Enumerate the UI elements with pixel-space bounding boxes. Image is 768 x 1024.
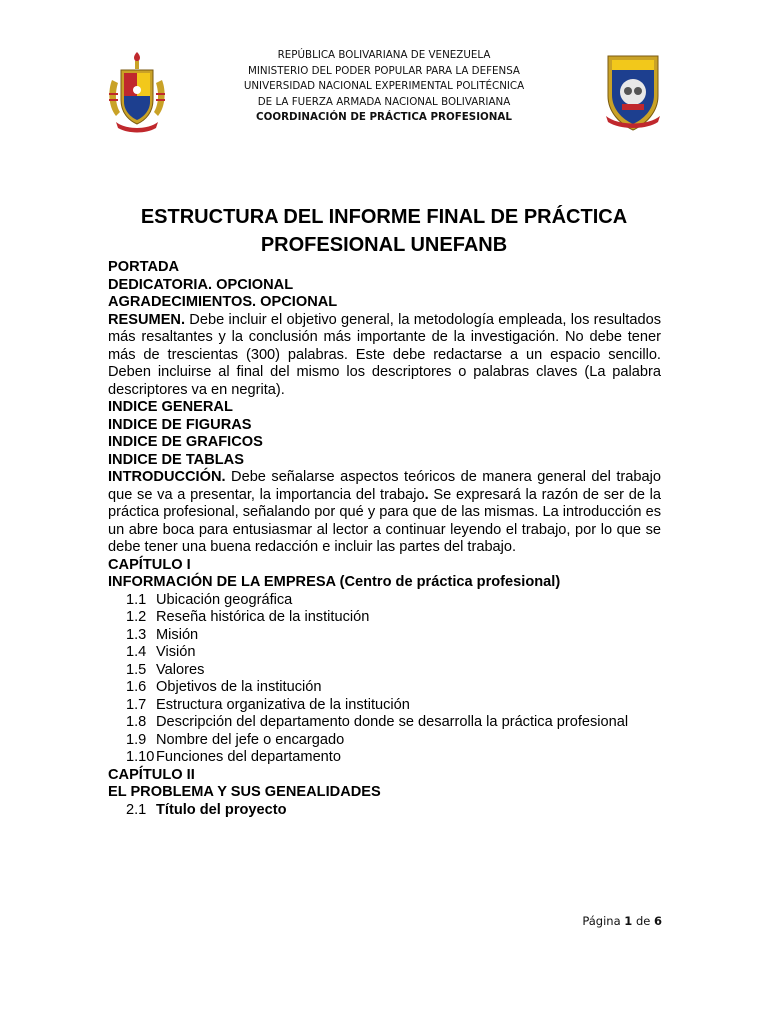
heading-portada: PORTADA: [108, 259, 180, 275]
heading-indice-graficos: INDICE DE GRAFICOS: [108, 434, 263, 450]
heading-capitulo-1-title: [108, 574, 661, 592]
introduccion-text-b: Se expresará la razón de ser de la práctica profesional, señalando por qué y para que de las mismas. La introducción es un abre boca para entusiasmar al lector a continuar leyendo el trabajo, por lo que se debe tener una buena redacción e incluir las partes del trabajo.: [108, 486, 661, 555]
footer-total-pages: 6: [653, 914, 662, 928]
item-text: Ubicación geográfica: [156, 591, 293, 608]
heading-agradecimientos: AGRADECIMIENTOS. OPCIONAL: [108, 294, 338, 310]
heading-capitulo-2: CAPÍTULO II: [108, 766, 195, 783]
list-item: [108, 714, 661, 732]
item-number: 1.10: [126, 749, 155, 765]
header-line-fanb: DE LA FUERZA ARMADA NACIONAL BOLIVARIANA: [257, 95, 511, 108]
item-text: Reseña histórica de la institución: [156, 609, 370, 625]
resumen-lead: RESUMEN.: [108, 311, 186, 328]
item-number: 1.2: [126, 609, 147, 625]
item-text: Título del proyecto: [156, 801, 287, 818]
heading-capitulo-2-title: EL PROBLEMA Y SUS GENEALIDADES: [108, 784, 381, 800]
introduccion-lead: INTRODUCCIÓN.: [108, 469, 226, 485]
list-item: [108, 592, 661, 610]
item-number: 1.7: [126, 696, 147, 713]
item-number: 1.6: [126, 679, 147, 695]
item-number: 1.9: [126, 731, 147, 748]
capitulo-2-list: [108, 802, 661, 820]
introduccion-dot: .: [424, 486, 429, 503]
item-number: 1.5: [126, 661, 147, 678]
header-line-republic: REPÚBLICA BOLIVARIANA DE VENEZUELA: [277, 49, 491, 61]
item-text: Funciones del departamento: [156, 749, 341, 765]
capitulo-1-list: [108, 592, 661, 767]
item-number: 2.1: [126, 801, 147, 818]
introduccion-text-a: Debe señalarse aspectos teóricos de manera general del trabajo que se va a presentar, la importancia del trabajo: [108, 469, 661, 503]
list-item: [108, 609, 661, 627]
list-item: [108, 662, 661, 680]
item-text: Valores: [156, 661, 205, 678]
document-title: [108, 203, 660, 259]
page-number-footer: [582, 914, 662, 928]
resumen-paragraph: [108, 312, 661, 400]
list-item: [108, 697, 661, 715]
heading-dedicatoria: DEDICATORIA. OPCIONAL: [108, 276, 294, 293]
item-text: Misión: [156, 626, 199, 643]
item-number: 1.3: [126, 626, 147, 643]
heading-indice-figuras: INDICE DE FIGURAS: [108, 416, 252, 433]
header-line-ministry: MINISTERIO DEL PODER POPULAR PARA LA DEFENSA: [248, 64, 520, 77]
list-item: [108, 679, 661, 697]
footer-current-page: 1: [624, 914, 633, 928]
item-text: Nombre del jefe o encargado: [156, 731, 345, 748]
item-number: 1.8: [126, 714, 147, 730]
item-text: Visión: [156, 644, 196, 660]
item-number: 1.1: [126, 591, 147, 608]
capitulo-1-title-main: INFORMACIÓN DE LA EMPRESA: [108, 574, 336, 590]
introduccion-paragraph: [108, 469, 661, 557]
capitulo-1-title-sub: (Centro de práctica profesional): [335, 574, 561, 590]
heading-indice-tablas: INDICE DE TABLAS: [108, 451, 244, 468]
heading-capitulo-1: CAPÍTULO I: [108, 556, 191, 573]
item-text: Estructura organizativa de la institución: [156, 696, 410, 713]
item-text: Descripción del departamento donde se desarrolla la práctica profesional: [156, 714, 629, 730]
header-line-coordination: COORDINACIÓN DE PRÁCTICA PROFESIONAL: [256, 111, 512, 123]
item-number: 1.4: [126, 644, 147, 660]
footer-middle: de: [632, 914, 654, 928]
list-item: [108, 732, 661, 750]
list-item: [108, 802, 661, 820]
title-line-2: PROFESIONAL UNEFANB: [260, 234, 508, 256]
document-body: [108, 259, 661, 819]
footer-prefix: Página: [582, 914, 625, 928]
list-item: [108, 627, 661, 645]
resumen-text: Debe incluir el objetivo general, la metodología empleada, los resultados más resaltantes y la conclusión más importante de la investigación. No debe tener más de trescientas (300) palabras. Este debe redactarse a un espacio sencillo. Deben incluirse al final del mismo los descriptores o palabras claves (La palabra descriptores va en negrita).: [108, 311, 661, 398]
list-item: [108, 749, 661, 767]
heading-indice-general: INDICE GENERAL: [108, 399, 233, 415]
title-line-1: ESTRUCTURA DEL INFORME FINAL DE PRÁCTICA: [140, 206, 628, 228]
unefanb-emblem-logo: [604, 50, 662, 132]
item-text: Objetivos de la institución: [156, 679, 322, 695]
header-line-university: UNIVERSIDAD NACIONAL EXPERIMENTAL POLITÉCNICA: [243, 80, 525, 92]
list-item: [108, 644, 661, 662]
